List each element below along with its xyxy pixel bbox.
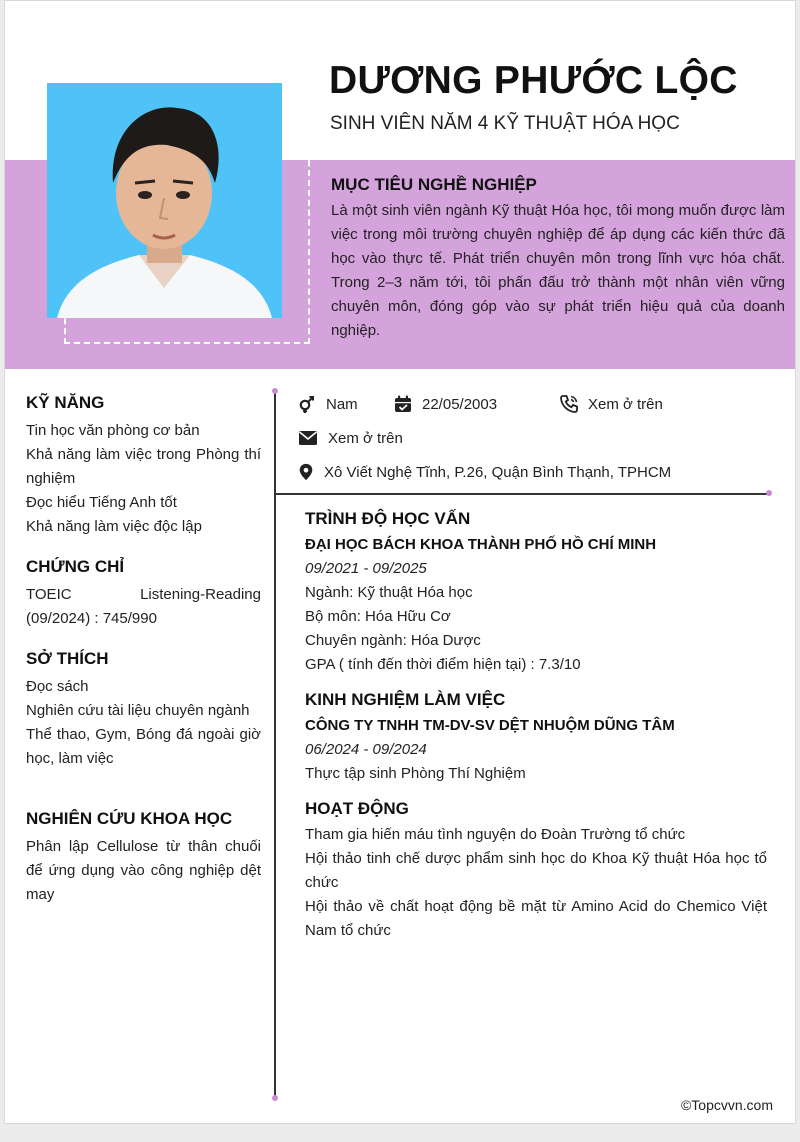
objective-heading: MỤC TIÊU NGHỀ NGHIỆP xyxy=(331,175,537,194)
education-item: Chuyên ngành: Hóa Dược xyxy=(305,632,481,649)
activity-item: Hội thảo tinh chế dược phẩm sinh học do Khoa Kỹ thuật Hóa học tổ chức xyxy=(305,850,767,891)
education-section xyxy=(305,509,767,677)
location-pin-icon xyxy=(297,462,315,482)
objective-text: Là một sinh viên ngành Kỹ thuật Hóa học, tôi mong muốn được làm việc trong môi trường chuyên nghiệp để áp dụng các kiến thức đã học vào thực tế. Phát triển chuyên môn trong lĩnh vực hóa chất. Trong 2–3 năm tới, tôi phấn đấu trở thành một nhân viên vững chuyên môn, đóng góp vào sự phát triển hiệu quả của doanh nghiệp. xyxy=(331,202,785,339)
calendar-icon xyxy=(393,394,413,414)
candidate-name: DƯƠNG PHƯỚC LỘC xyxy=(329,59,738,102)
hobby-item: Nghiên cứu tài liệu chuyên ngành xyxy=(26,702,250,719)
skills-section xyxy=(26,393,261,539)
research-section xyxy=(26,809,261,907)
envelope-icon xyxy=(297,428,319,448)
dob-value: 22/05/2003 xyxy=(422,395,498,413)
education-item: GPA ( tính đến thời điểm hiện tại) : 7.3/10 xyxy=(305,656,581,673)
candidate-title: SINH VIÊN NĂM 4 KỸ THUẬT HÓA HỌC xyxy=(330,113,680,134)
contact-info xyxy=(297,387,777,489)
hobbies-section xyxy=(26,649,261,771)
contact-horizontal-divider xyxy=(275,493,769,495)
address-value: Xô Viết Nghệ Tĩnh, P.26, Quận Bình Thạnh, TPHCM xyxy=(324,463,672,481)
hobby-item: Đọc sách xyxy=(26,678,89,695)
footer-credit: ©Topcvvn.com xyxy=(680,1097,773,1113)
hobby-item: Thể thao, Gym, Bóng đá ngoài giờ học, làm việc xyxy=(26,726,261,767)
certificate-item: TOEIC Listening-Reading (09/2024) : 745/990 xyxy=(26,586,261,627)
contact-row xyxy=(297,421,777,455)
experience-heading: KINH NGHIỆM LÀM VIỆC xyxy=(305,690,506,709)
gender-field xyxy=(297,394,393,414)
divider-dot-bottom xyxy=(272,1095,278,1101)
left-column xyxy=(26,393,261,925)
right-column xyxy=(305,509,767,956)
skill-item: Đọc hiểu Tiếng Anh tốt xyxy=(26,494,177,511)
email-value: Xem ở trên xyxy=(328,429,403,447)
company-name: CÔNG TY TNHH TM-DV-SV DỆT NHUỘM DŨNG TÂM xyxy=(305,717,675,734)
hobbies-heading: SỞ THÍCH xyxy=(26,649,109,668)
skills-heading: KỸ NĂNG xyxy=(26,393,105,412)
certificates-section xyxy=(26,557,261,631)
experience-item: Thực tập sinh Phòng Thí Nghiệm xyxy=(305,765,526,782)
gender-value: Nam xyxy=(326,395,358,413)
person-avatar-icon xyxy=(47,83,282,318)
education-period: 09/2021 - 09/2025 xyxy=(305,560,427,577)
gender-icon xyxy=(297,394,317,414)
contact-row xyxy=(297,387,777,421)
skill-item: Tin học văn phòng cơ bản xyxy=(26,422,200,439)
education-item: Ngành: Kỹ thuật Hóa học xyxy=(305,584,473,601)
address-field xyxy=(297,462,671,482)
certificates-heading: CHỨNG CHỈ xyxy=(26,557,125,576)
education-item: Bộ môn: Hóa Hữu Cơ xyxy=(305,608,451,625)
school-name: ĐẠI HỌC BÁCH KHOA THÀNH PHỐ HỒ CHÍ MINH xyxy=(305,536,657,553)
career-objective xyxy=(331,175,785,343)
phone-field xyxy=(559,394,663,414)
cv-page xyxy=(4,0,796,1124)
activity-item: Tham gia hiến máu tình nguyện do Đoàn Trường tổ chức xyxy=(305,826,686,843)
phone-value: Xem ở trên xyxy=(588,395,663,413)
skill-item: Khả năng làm việc trong Phòng thí nghiệm xyxy=(26,446,261,487)
research-item: Phân lập Cellulose từ thân chuối để ứng dụng vào công nghiệp dệt may xyxy=(26,838,261,903)
email-field xyxy=(297,428,403,448)
activity-item: Hội thảo về chất hoạt động bề mặt từ Amino Acid do Chemico Việt Nam tổ chức xyxy=(305,898,767,939)
experience-section xyxy=(305,690,767,786)
activities-heading: HOẠT ĐỘNG xyxy=(305,799,409,818)
contact-row xyxy=(297,455,777,489)
divider-dot-top xyxy=(272,388,278,394)
phone-icon xyxy=(559,394,579,414)
skill-item: Khả năng làm việc độc lập xyxy=(26,518,202,535)
research-heading: NGHIÊN CỨU KHOA HỌC xyxy=(26,809,233,828)
divider-dot-right xyxy=(766,490,772,496)
dob-field xyxy=(393,394,559,414)
timeline-vertical-divider xyxy=(274,391,276,1099)
experience-period: 06/2024 - 09/2024 xyxy=(305,741,427,758)
profile-photo xyxy=(47,83,282,318)
education-heading: TRÌNH ĐỘ HỌC VẤN xyxy=(305,509,471,528)
activities-section xyxy=(305,799,767,943)
